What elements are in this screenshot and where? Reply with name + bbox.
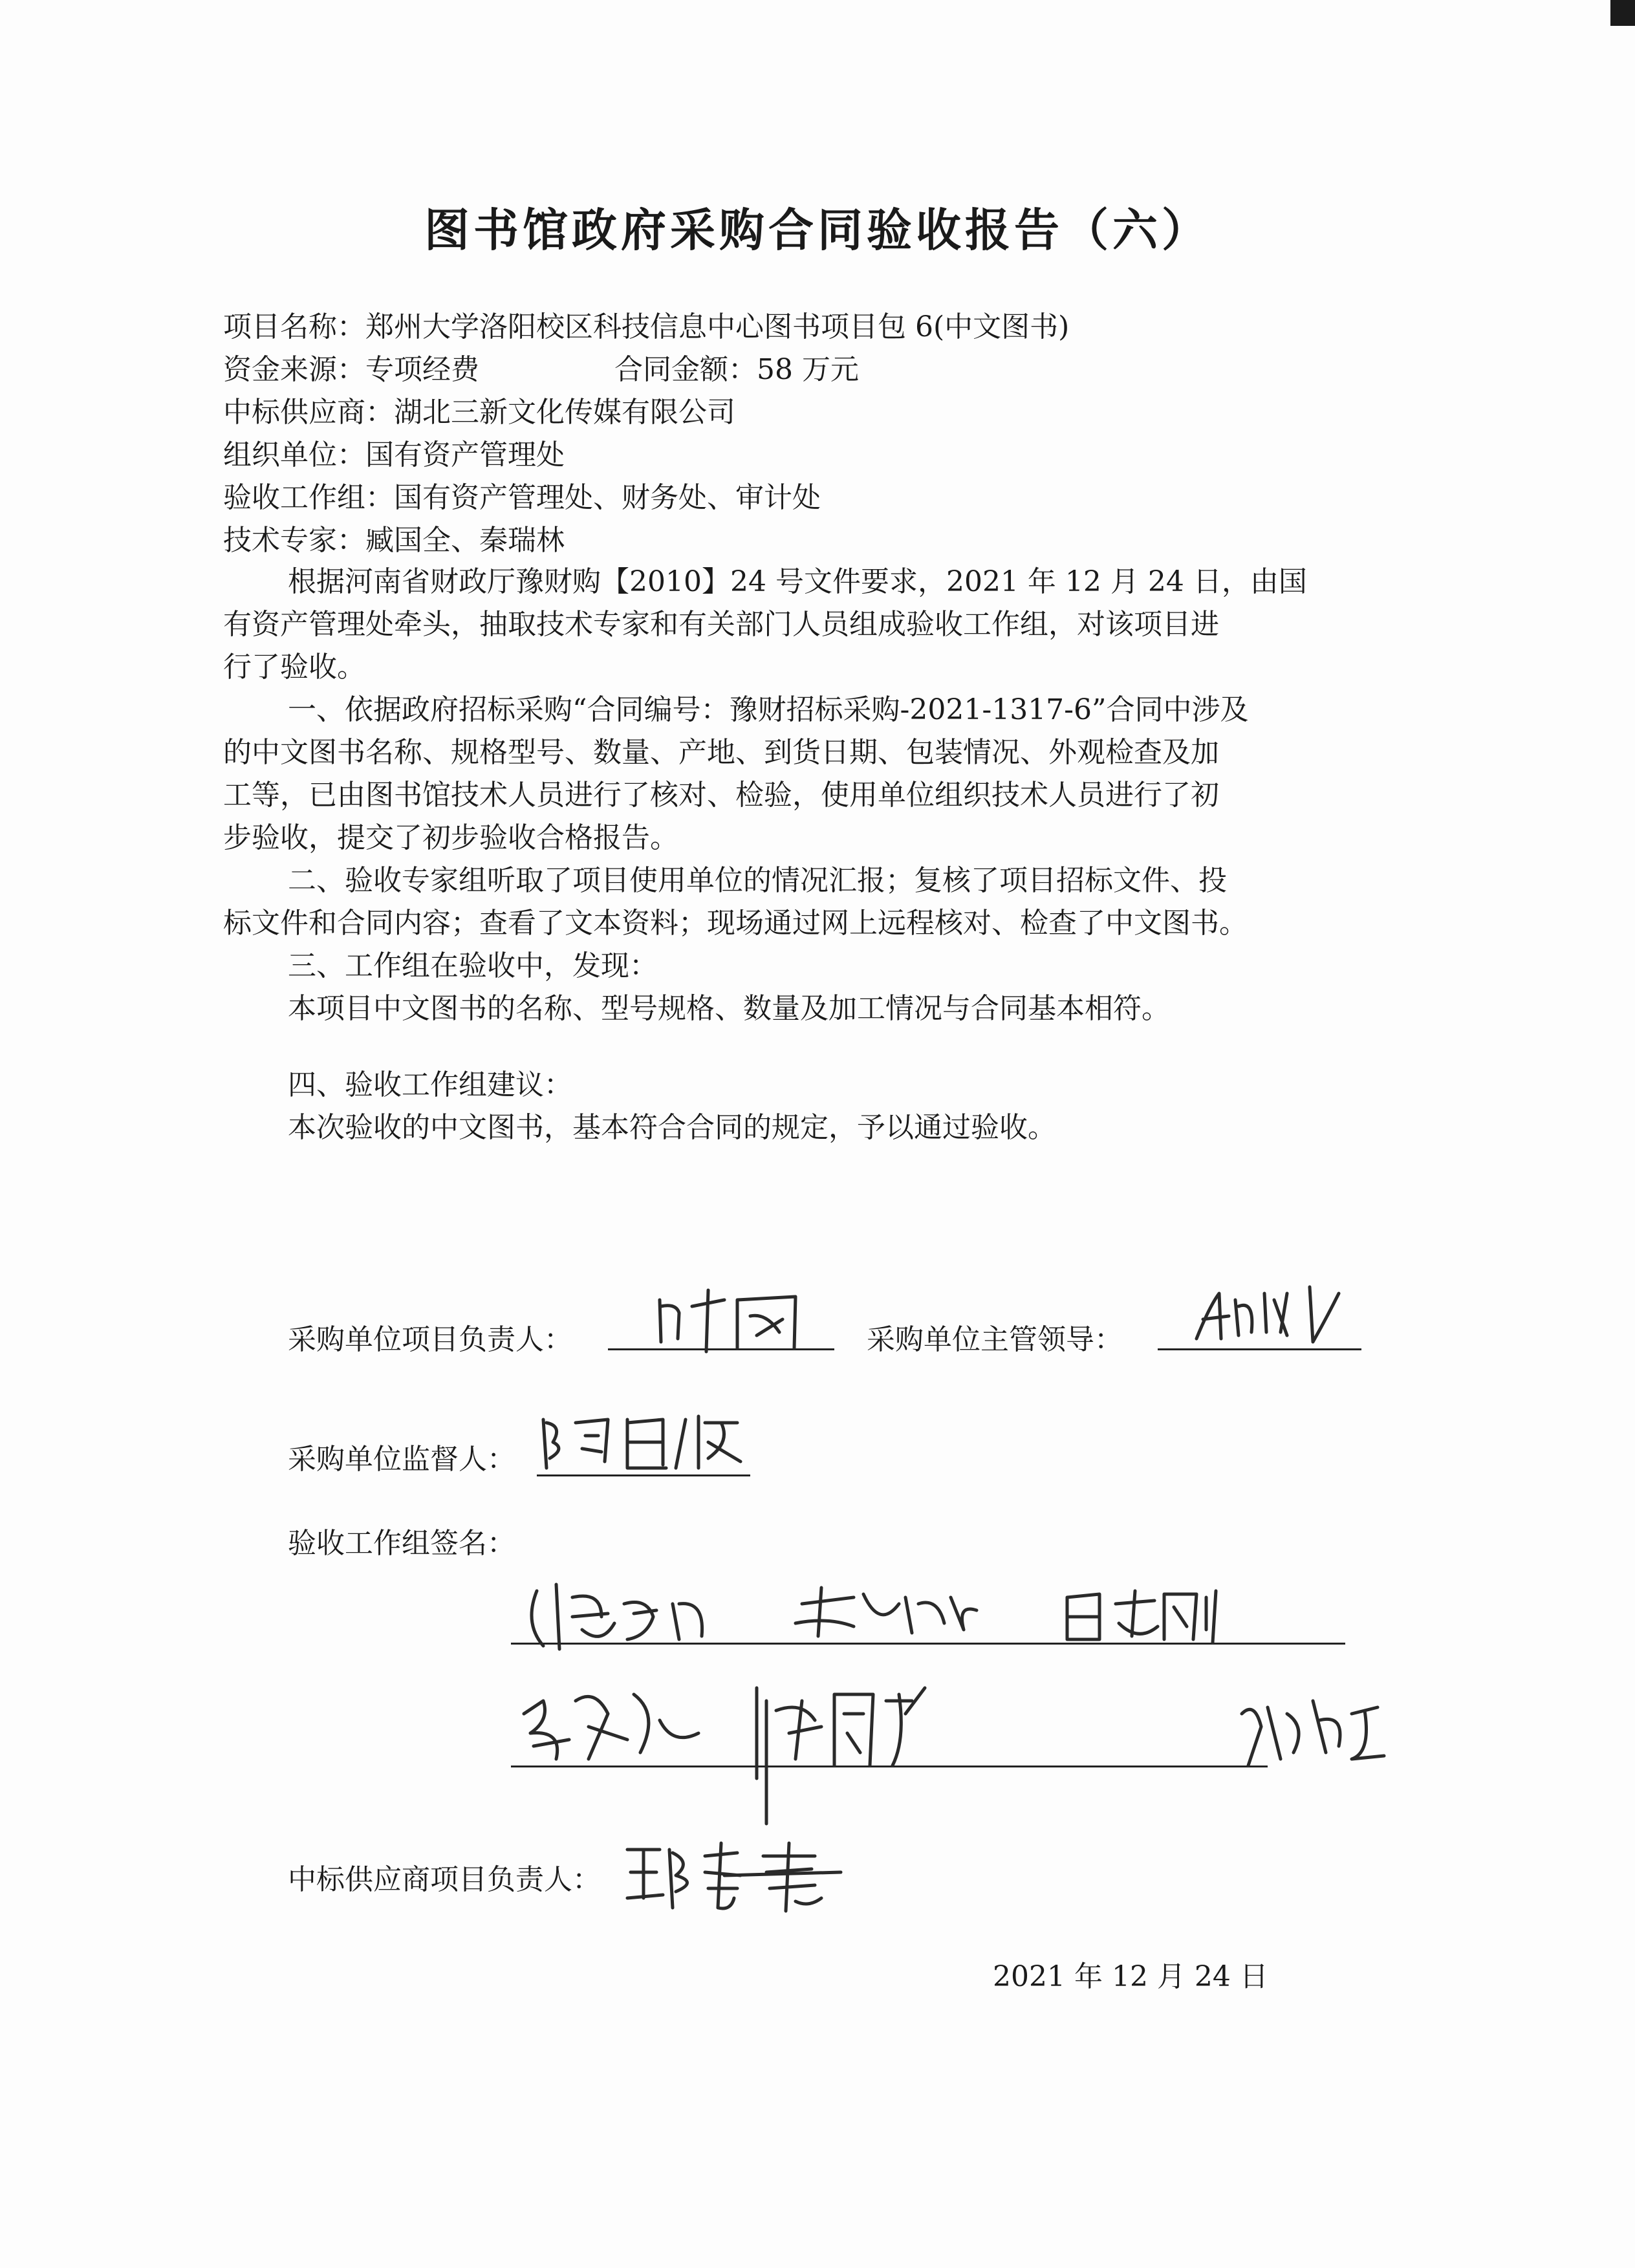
document-title: 图书馆政府采购合同验收报告（六） <box>424 204 1211 257</box>
group-signature-label: 验收工作组签名： <box>288 1527 515 1560</box>
supervisor-leader-label: 采购单位主管领导： <box>867 1323 1123 1356</box>
section1-line: 步验收，提交了初步验收合格报告。 <box>223 821 678 854</box>
monitor-label: 采购单位监督人： <box>288 1443 515 1476</box>
contract-amount: 合同金额：58 万元 <box>614 353 859 386</box>
organizer: 组织单位：国有资产管理处 <box>223 438 565 471</box>
intro-line: 行了验收。 <box>223 651 365 684</box>
section4-heading: 四、验收工作组建议： <box>288 1068 572 1101</box>
section1-line: 工等，已由图书馆技术人员进行了核对、检验，使用单位组织技术人员进行了初 <box>223 779 1219 812</box>
section1-line: 一、依据政府招标采购“合同编号：豫财招标采购-2021-1317-6”合同中涉及 <box>288 693 1249 726</box>
section4-text: 本次验收的中文图书，基本符合合同的规定，予以通过验收。 <box>288 1111 1056 1144</box>
scan-edge-mark <box>1610 0 1635 26</box>
supplier-lead-label: 中标供应商项目负责人： <box>288 1863 601 1896</box>
funding-source: 资金来源：专项经费 <box>223 353 479 386</box>
section1-line: 的中文图书名称、规格型号、数量、产地、到货日期、包装情况、外观检查及加 <box>223 736 1219 769</box>
supplier-lead-signature <box>621 1837 854 1921</box>
section3-text: 本项目中文图书的名称、型号规格、数量及加工情况与合同基本相符。 <box>288 992 1170 1025</box>
group-signatures-row1 <box>517 1578 1281 1662</box>
intro-line: 有资产管理处牵头，抽取技术专家和有关部门人员组成验收工作组，对该项目进 <box>223 608 1219 641</box>
project-name: 项目名称：郑州大学洛阳校区科技信息中心图书项目包 6(中文图书) <box>223 310 1070 343</box>
supplier: 中标供应商：湖北三新文化传媒有限公司 <box>223 396 735 429</box>
project-lead-signature <box>647 1287 815 1358</box>
section2-line: 标文件和合同内容；查看了文本资料；现场通过网上远程核对、检查了中文图书。 <box>223 907 1248 940</box>
intro-line: 根据河南省财政厅豫财购【2010】24 号文件要求，2021 年 12 月 24 日，由国 <box>288 565 1307 598</box>
acceptance-group: 验收工作组：国有资产管理处、财务处、审计处 <box>223 481 821 514</box>
section2-line: 二、验收专家组听取了项目使用单位的情况汇报；复核了项目招标文件、投 <box>288 864 1227 897</box>
experts: 技术专家：臧国全、秦瑞林 <box>223 524 565 557</box>
section3-heading: 三、工作组在验收中，发现： <box>288 949 658 982</box>
monitor-signature <box>537 1407 750 1478</box>
group-signatures-row2 <box>511 1675 1429 1843</box>
supervisor-leader-signature <box>1190 1280 1358 1352</box>
signing-date: 2021 年 12 月 24 日 <box>993 1960 1268 1993</box>
project-lead-label: 采购单位项目负责人： <box>288 1323 572 1356</box>
